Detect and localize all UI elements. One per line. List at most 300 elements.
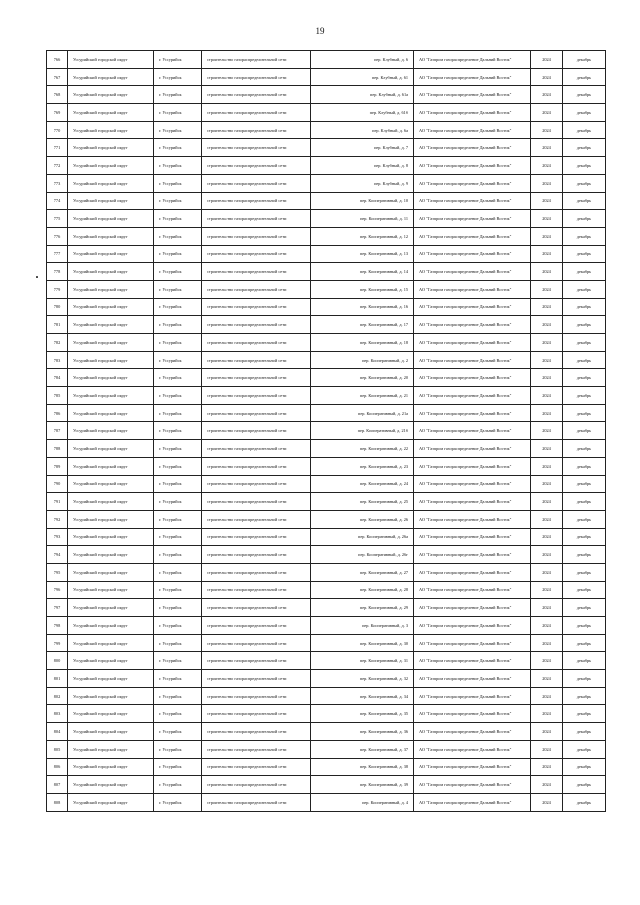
district-cell: Уссурийский городской округ (68, 705, 154, 723)
district-cell: Уссурийский городской округ (68, 351, 154, 369)
city-cell: г. Уссурийск (154, 192, 202, 210)
year-cell: 2024 (531, 334, 563, 352)
row-number-cell: 796 (47, 581, 68, 599)
district-cell: Уссурийский городской округ (68, 422, 154, 440)
month-cell: декабрь (563, 457, 606, 475)
address-cell: пер. Клубный, д. 61б (311, 104, 414, 122)
organization-cell: АО "Газпром газораспределение Дальний Восток" (414, 652, 531, 670)
work-type-cell: строительство газораспределительной сети (202, 192, 311, 210)
month-cell: декабрь (563, 351, 606, 369)
table-row (47, 617, 606, 635)
address-cell: пер. Кооперативный, д. 21 (311, 387, 414, 405)
work-type-cell: строительство газораспределительной сети (202, 121, 311, 139)
table-row (47, 351, 606, 369)
table-row (47, 634, 606, 652)
city-cell: г. Уссурийск (154, 617, 202, 635)
month-cell: декабрь (563, 157, 606, 175)
year-cell: 2024 (531, 634, 563, 652)
row-number-cell: 798 (47, 617, 68, 635)
city-cell: г. Уссурийск (154, 316, 202, 334)
city-cell: г. Уссурийск (154, 280, 202, 298)
year-cell: 2024 (531, 457, 563, 475)
month-cell: декабрь (563, 387, 606, 405)
month-cell: декабрь (563, 227, 606, 245)
year-cell: 2024 (531, 192, 563, 210)
year-cell: 2024 (531, 51, 563, 69)
address-cell: пер. Кооперативный, д. 3 (311, 617, 414, 635)
data-table-container (46, 50, 605, 812)
row-number-cell: 793 (47, 528, 68, 546)
row-number-cell: 794 (47, 546, 68, 564)
row-number-cell: 775 (47, 210, 68, 228)
year-cell: 2024 (531, 316, 563, 334)
work-type-cell: строительство газораспределительной сети (202, 475, 311, 493)
work-type-cell: строительство газораспределительной сети (202, 316, 311, 334)
district-cell: Уссурийский городской округ (68, 316, 154, 334)
organization-cell: АО "Газпром газораспределение Дальний Восток" (414, 121, 531, 139)
district-cell: Уссурийский городской округ (68, 157, 154, 175)
table-row (47, 457, 606, 475)
district-cell: Уссурийский городской округ (68, 563, 154, 581)
month-cell: декабрь (563, 758, 606, 776)
work-type-cell: строительство газораспределительной сети (202, 351, 311, 369)
row-number-cell: 792 (47, 510, 68, 528)
city-cell: г. Уссурийск (154, 510, 202, 528)
organization-cell: АО "Газпром газораспределение Дальний Восток" (414, 51, 531, 69)
row-number-cell: 769 (47, 104, 68, 122)
table-row (47, 493, 606, 511)
district-cell: Уссурийский городской округ (68, 758, 154, 776)
organization-cell: АО "Газпром газораспределение Дальний Восток" (414, 758, 531, 776)
table-row (47, 121, 606, 139)
city-cell: г. Уссурийск (154, 174, 202, 192)
month-cell: декабрь (563, 723, 606, 741)
address-cell: пер. Кооперативный, д. 11 (311, 210, 414, 228)
city-cell: г. Уссурийск (154, 227, 202, 245)
month-cell: декабрь (563, 793, 606, 811)
district-cell: Уссурийский городской округ (68, 528, 154, 546)
table-row (47, 440, 606, 458)
row-number-cell: 797 (47, 599, 68, 617)
address-cell: пер. Кооперативный, д. 25 (311, 493, 414, 511)
work-type-cell: строительство газораспределительной сети (202, 581, 311, 599)
margin-mark (36, 276, 38, 278)
district-cell: Уссурийский городской округ (68, 457, 154, 475)
row-number-cell: 802 (47, 687, 68, 705)
month-cell: декабрь (563, 652, 606, 670)
city-cell: г. Уссурийск (154, 599, 202, 617)
month-cell: декабрь (563, 617, 606, 635)
work-type-cell: строительство газораспределительной сети (202, 457, 311, 475)
year-cell: 2024 (531, 563, 563, 581)
organization-cell: АО "Газпром газораспределение Дальний Восток" (414, 316, 531, 334)
row-number-cell: 780 (47, 298, 68, 316)
table-row (47, 652, 606, 670)
work-type-cell: строительство газораспределительной сети (202, 174, 311, 192)
year-cell: 2024 (531, 475, 563, 493)
year-cell: 2024 (531, 157, 563, 175)
page-number: 19 (315, 26, 325, 36)
data-table (46, 50, 606, 812)
city-cell: г. Уссурийск (154, 457, 202, 475)
year-cell: 2024 (531, 422, 563, 440)
work-type-cell: строительство газораспределительной сети (202, 68, 311, 86)
district-cell: Уссурийский городской округ (68, 51, 154, 69)
address-cell: пер. Кооперативный, д. 15 (311, 280, 414, 298)
organization-cell: АО "Газпром газораспределение Дальний Восток" (414, 192, 531, 210)
table-row (47, 475, 606, 493)
address-cell: пер. Клубный, д. 61а (311, 86, 414, 104)
row-number-cell: 771 (47, 139, 68, 157)
work-type-cell: строительство газораспределительной сети (202, 210, 311, 228)
district-cell: Уссурийский городской округ (68, 581, 154, 599)
row-number-cell: 774 (47, 192, 68, 210)
year-cell: 2024 (531, 740, 563, 758)
city-cell: г. Уссурийск (154, 493, 202, 511)
district-cell: Уссурийский городской округ (68, 440, 154, 458)
work-type-cell: строительство газораспределительной сети (202, 86, 311, 104)
year-cell: 2024 (531, 404, 563, 422)
row-number-cell: 808 (47, 793, 68, 811)
year-cell: 2024 (531, 617, 563, 635)
row-number-cell: 766 (47, 51, 68, 69)
row-number-cell: 767 (47, 68, 68, 86)
year-cell: 2024 (531, 793, 563, 811)
table-row (47, 793, 606, 811)
table-row (47, 192, 606, 210)
district-cell: Уссурийский городской округ (68, 245, 154, 263)
table-row (47, 581, 606, 599)
work-type-cell: строительство газораспределительной сети (202, 440, 311, 458)
work-type-cell: строительство газораспределительной сети (202, 723, 311, 741)
organization-cell: АО "Газпром газораспределение Дальний Восток" (414, 687, 531, 705)
work-type-cell: строительство газораспределительной сети (202, 740, 311, 758)
row-number-cell: 801 (47, 670, 68, 688)
row-number-cell: 790 (47, 475, 68, 493)
row-number-cell: 807 (47, 776, 68, 794)
organization-cell: АО "Газпром газораспределение Дальний Восток" (414, 705, 531, 723)
row-number-cell: 777 (47, 245, 68, 263)
year-cell: 2024 (531, 227, 563, 245)
row-number-cell: 776 (47, 227, 68, 245)
year-cell: 2024 (531, 104, 563, 122)
city-cell: г. Уссурийск (154, 440, 202, 458)
year-cell: 2024 (531, 776, 563, 794)
district-cell: Уссурийский городской округ (68, 227, 154, 245)
district-cell: Уссурийский городской округ (68, 174, 154, 192)
row-number-cell: 772 (47, 157, 68, 175)
row-number-cell: 773 (47, 174, 68, 192)
organization-cell: АО "Газпром газораспределение Дальний Восток" (414, 740, 531, 758)
address-cell: пер. Кооперативный, д. 2 (311, 351, 414, 369)
organization-cell: АО "Газпром газораспределение Дальний Восток" (414, 280, 531, 298)
year-cell: 2024 (531, 758, 563, 776)
row-number-cell: 789 (47, 457, 68, 475)
work-type-cell: строительство газораспределительной сети (202, 652, 311, 670)
table-row (47, 86, 606, 104)
work-type-cell: строительство газораспределительной сети (202, 104, 311, 122)
organization-cell: АО "Газпром газораспределение Дальний Восток" (414, 334, 531, 352)
row-number-cell: 806 (47, 758, 68, 776)
organization-cell: АО "Газпром газораспределение Дальний Восток" (414, 86, 531, 104)
month-cell: декабрь (563, 740, 606, 758)
address-cell: пер. Кооперативный, д. 18 (311, 334, 414, 352)
table-row (47, 298, 606, 316)
city-cell: г. Уссурийск (154, 157, 202, 175)
year-cell: 2024 (531, 546, 563, 564)
month-cell: декабрь (563, 581, 606, 599)
organization-cell: АО "Газпром газораспределение Дальний Восток" (414, 475, 531, 493)
organization-cell: АО "Газпром газораспределение Дальний Восток" (414, 369, 531, 387)
address-cell: пер. Кооперативный, д. 26 (311, 510, 414, 528)
work-type-cell: строительство газораспределительной сети (202, 670, 311, 688)
district-cell: Уссурийский городской округ (68, 68, 154, 86)
year-cell: 2024 (531, 68, 563, 86)
table-row (47, 705, 606, 723)
month-cell: декабрь (563, 493, 606, 511)
month-cell: декабрь (563, 192, 606, 210)
table-row (47, 263, 606, 281)
year-cell: 2024 (531, 510, 563, 528)
city-cell: г. Уссурийск (154, 422, 202, 440)
address-cell: пер. Кооперативный, д. 20 (311, 369, 414, 387)
row-number-cell: 805 (47, 740, 68, 758)
address-cell: пер. Кооперативный, д. 39 (311, 776, 414, 794)
table-row (47, 104, 606, 122)
city-cell: г. Уссурийск (154, 687, 202, 705)
district-cell: Уссурийский городской округ (68, 776, 154, 794)
district-cell: Уссурийский городской округ (68, 793, 154, 811)
organization-cell: АО "Газпром газораспределение Дальний Восток" (414, 210, 531, 228)
work-type-cell: строительство газораспределительной сети (202, 51, 311, 69)
month-cell: декабрь (563, 51, 606, 69)
work-type-cell: строительство газораспределительной сети (202, 776, 311, 794)
table-row (47, 157, 606, 175)
address-cell: пер. Кооперативный, д. 36 (311, 723, 414, 741)
district-cell: Уссурийский городской округ (68, 546, 154, 564)
table-row (47, 740, 606, 758)
row-number-cell: 786 (47, 404, 68, 422)
district-cell: Уссурийский городской округ (68, 510, 154, 528)
address-cell: пер. Кооперативный, д. 34 (311, 687, 414, 705)
work-type-cell: строительство газораспределительной сети (202, 493, 311, 511)
year-cell: 2024 (531, 723, 563, 741)
city-cell: г. Уссурийск (154, 86, 202, 104)
work-type-cell: строительство газораспределительной сети (202, 687, 311, 705)
month-cell: декабрь (563, 68, 606, 86)
organization-cell: АО "Газпром газораспределение Дальний Восток" (414, 422, 531, 440)
organization-cell: АО "Газпром газораспределение Дальний Восток" (414, 581, 531, 599)
address-cell: пер. Клубный, д. 6 (311, 51, 414, 69)
row-number-cell: 770 (47, 121, 68, 139)
organization-cell: АО "Газпром газораспределение Дальний Восток" (414, 599, 531, 617)
organization-cell: АО "Газпром газораспределение Дальний Восток" (414, 563, 531, 581)
table-row (47, 227, 606, 245)
year-cell: 2024 (531, 528, 563, 546)
address-cell: пер. Кооперативный, д. 38 (311, 758, 414, 776)
month-cell: декабрь (563, 475, 606, 493)
district-cell: Уссурийский городской округ (68, 634, 154, 652)
table-row (47, 334, 606, 352)
district-cell: Уссурийский городской округ (68, 139, 154, 157)
row-number-cell: 787 (47, 422, 68, 440)
year-cell: 2024 (531, 652, 563, 670)
month-cell: декабрь (563, 121, 606, 139)
month-cell: декабрь (563, 210, 606, 228)
year-cell: 2024 (531, 121, 563, 139)
organization-cell: АО "Газпром газораспределение Дальний Восток" (414, 139, 531, 157)
month-cell: декабрь (563, 670, 606, 688)
city-cell: г. Уссурийск (154, 351, 202, 369)
address-cell: пер. Кооперативный, д. 26а (311, 528, 414, 546)
year-cell: 2024 (531, 493, 563, 511)
month-cell: декабрь (563, 404, 606, 422)
city-cell: г. Уссурийск (154, 387, 202, 405)
month-cell: декабрь (563, 634, 606, 652)
row-number-cell: 785 (47, 387, 68, 405)
address-cell: пер. Кооперативный, д. 26г (311, 546, 414, 564)
row-number-cell: 804 (47, 723, 68, 741)
work-type-cell: строительство газораспределительной сети (202, 705, 311, 723)
table-row (47, 723, 606, 741)
address-cell: пер. Кооперативный, д. 28 (311, 581, 414, 599)
table-row (47, 422, 606, 440)
address-cell: пер. Кооперативный, д. 4 (311, 793, 414, 811)
row-number-cell: 779 (47, 280, 68, 298)
row-number-cell: 799 (47, 634, 68, 652)
district-cell: Уссурийский городской округ (68, 263, 154, 281)
city-cell: г. Уссурийск (154, 139, 202, 157)
month-cell: декабрь (563, 316, 606, 334)
row-number-cell: 783 (47, 351, 68, 369)
city-cell: г. Уссурийск (154, 334, 202, 352)
month-cell: декабрь (563, 528, 606, 546)
address-cell: пер. Кооперативный, д. 21б (311, 422, 414, 440)
month-cell: декабрь (563, 369, 606, 387)
city-cell: г. Уссурийск (154, 793, 202, 811)
year-cell: 2024 (531, 210, 563, 228)
work-type-cell: строительство газораспределительной сети (202, 139, 311, 157)
work-type-cell: строительство газораспределительной сети (202, 387, 311, 405)
city-cell: г. Уссурийск (154, 475, 202, 493)
city-cell: г. Уссурийск (154, 369, 202, 387)
organization-cell: АО "Газпром газораспределение Дальний Восток" (414, 263, 531, 281)
city-cell: г. Уссурийск (154, 210, 202, 228)
organization-cell: АО "Газпром газораспределение Дальний Восток" (414, 157, 531, 175)
table-row (47, 687, 606, 705)
organization-cell: АО "Газпром газораспределение Дальний Восток" (414, 528, 531, 546)
address-cell: пер. Кооперативный, д. 17 (311, 316, 414, 334)
row-number-cell: 800 (47, 652, 68, 670)
city-cell: г. Уссурийск (154, 51, 202, 69)
address-cell: пер. Клубный, д. 7 (311, 139, 414, 157)
work-type-cell: строительство газораспределительной сети (202, 298, 311, 316)
year-cell: 2024 (531, 705, 563, 723)
district-cell: Уссурийский городской округ (68, 404, 154, 422)
district-cell: Уссурийский городской округ (68, 617, 154, 635)
year-cell: 2024 (531, 245, 563, 263)
table-row (47, 210, 606, 228)
organization-cell: АО "Газпром газораспределение Дальний Восток" (414, 457, 531, 475)
year-cell: 2024 (531, 139, 563, 157)
year-cell: 2024 (531, 298, 563, 316)
address-cell: пер. Кооперативный, д. 31 (311, 652, 414, 670)
year-cell: 2024 (531, 86, 563, 104)
address-cell: пер. Кооперативный, д. 16 (311, 298, 414, 316)
organization-cell: АО "Газпром газораспределение Дальний Восток" (414, 104, 531, 122)
work-type-cell: строительство газораспределительной сети (202, 599, 311, 617)
address-cell: пер. Кооперативный, д. 23 (311, 457, 414, 475)
year-cell: 2024 (531, 670, 563, 688)
table-row (47, 776, 606, 794)
district-cell: Уссурийский городской округ (68, 475, 154, 493)
table-row (47, 245, 606, 263)
district-cell: Уссурийский городской округ (68, 86, 154, 104)
address-cell: пер. Клубный, д. 8 (311, 157, 414, 175)
organization-cell: АО "Газпром газораспределение Дальний Восток" (414, 68, 531, 86)
table-row (47, 174, 606, 192)
month-cell: декабрь (563, 298, 606, 316)
organization-cell: АО "Газпром газораспределение Дальний Восток" (414, 440, 531, 458)
work-type-cell: строительство газораспределительной сети (202, 510, 311, 528)
work-type-cell: строительство газораспределительной сети (202, 793, 311, 811)
month-cell: декабрь (563, 174, 606, 192)
work-type-cell: строительство газораспределительной сети (202, 758, 311, 776)
month-cell: декабрь (563, 599, 606, 617)
address-cell: пер. Кооперативный, д. 29 (311, 599, 414, 617)
organization-cell: АО "Газпром газораспределение Дальний Восток" (414, 351, 531, 369)
work-type-cell: строительство газораспределительной сети (202, 422, 311, 440)
district-cell: Уссурийский городской округ (68, 192, 154, 210)
work-type-cell: строительство газораспределительной сети (202, 369, 311, 387)
work-type-cell: строительство газораспределительной сети (202, 334, 311, 352)
organization-cell: АО "Газпром газораспределение Дальний Восток" (414, 387, 531, 405)
table-row (47, 528, 606, 546)
work-type-cell: строительство газораспределительной сети (202, 546, 311, 564)
organization-cell: АО "Газпром газораспределение Дальний Восток" (414, 227, 531, 245)
table-row (47, 510, 606, 528)
month-cell: декабрь (563, 687, 606, 705)
organization-cell: АО "Газпром газораспределение Дальний Восток" (414, 298, 531, 316)
district-cell: Уссурийский городской округ (68, 723, 154, 741)
city-cell: г. Уссурийск (154, 263, 202, 281)
table-row (47, 404, 606, 422)
work-type-cell: строительство газораспределительной сети (202, 157, 311, 175)
month-cell: декабрь (563, 705, 606, 723)
year-cell: 2024 (531, 687, 563, 705)
table-row (47, 599, 606, 617)
year-cell: 2024 (531, 369, 563, 387)
address-cell: пер. Кооперативный, д. 30 (311, 634, 414, 652)
city-cell: г. Уссурийск (154, 528, 202, 546)
year-cell: 2024 (531, 581, 563, 599)
city-cell: г. Уссурийск (154, 740, 202, 758)
address-cell: пер. Кооперативный, д. 13 (311, 245, 414, 263)
row-number-cell: 795 (47, 563, 68, 581)
city-cell: г. Уссурийск (154, 776, 202, 794)
month-cell: декабрь (563, 245, 606, 263)
city-cell: г. Уссурийск (154, 104, 202, 122)
table-row (47, 758, 606, 776)
row-number-cell: 782 (47, 334, 68, 352)
table-row (47, 280, 606, 298)
organization-cell: АО "Газпром газораспределение Дальний Восток" (414, 723, 531, 741)
month-cell: декабрь (563, 280, 606, 298)
organization-cell: АО "Газпром газораспределение Дальний Восток" (414, 546, 531, 564)
year-cell: 2024 (531, 387, 563, 405)
district-cell: Уссурийский городской округ (68, 104, 154, 122)
organization-cell: АО "Газпром газораспределение Дальний Восток" (414, 634, 531, 652)
